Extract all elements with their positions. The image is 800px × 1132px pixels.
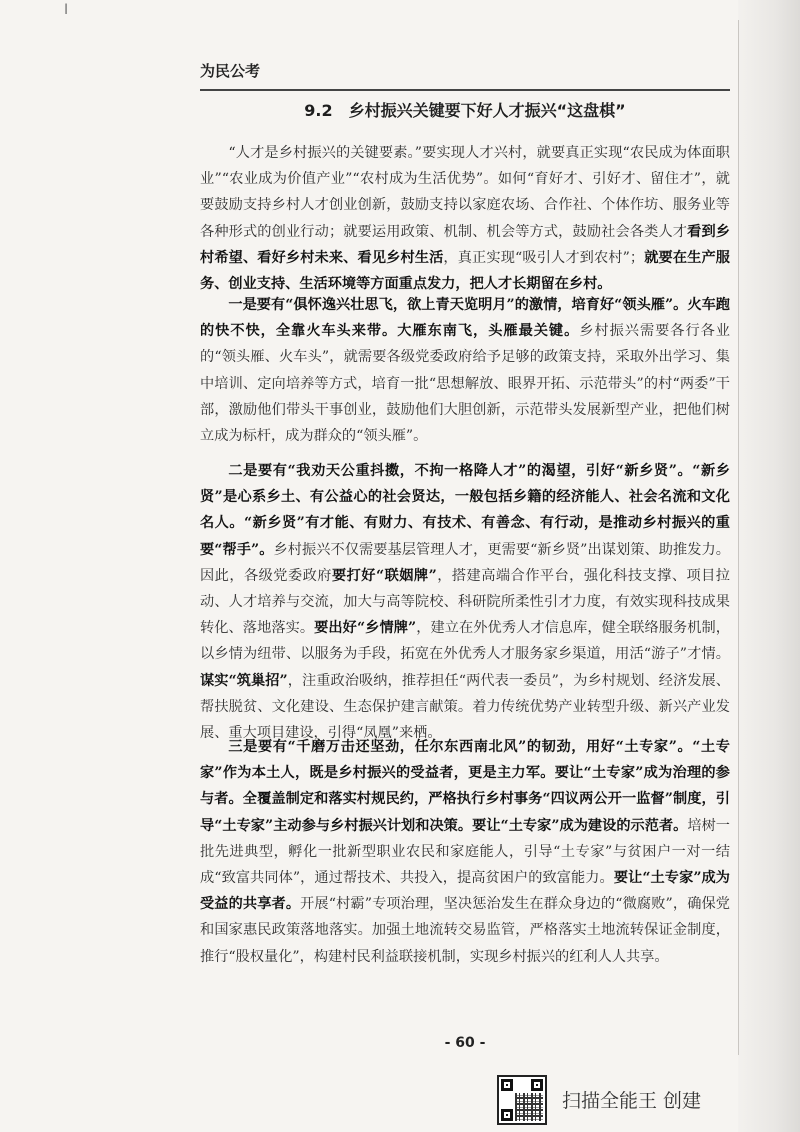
qr-finder-top-left — [501, 1079, 513, 1091]
p3-bold-4: 谋实“筑巢招” — [200, 672, 288, 689]
p3-text-3: ，建立在外优秀人才信息库，健全联络服务机制，以乡情为纽带、以服务为手段，拓宽在外优秀人才服务家乡渠道，用活“游子”才情。 — [200, 620, 730, 663]
paper-edge-shadow — [738, 0, 800, 1132]
p4-bold-3: 要让“土专家”成为建设的示范者。 — [472, 817, 688, 834]
tick-mark: I — [64, 2, 69, 18]
qr-finder-bottom-left — [501, 1109, 513, 1121]
p3-text-4: ，注重政治吸纳，推荐担任“两代表一委员”，为乡村规划、经济发展、帮扶脱贫、文化建设、生态保护建言献策。着力传统优势产业转型升级、新兴产业发展、重大项目建设，引得“凤凰”来栖。 — [200, 672, 730, 742]
p3-bold-2: 要打好“联姻牌” — [331, 567, 437, 584]
p3-bold-1: 二是要有“我劝天公重抖擞，不拘一格降人才”的渴望，引好“新乡贤”。“新乡贤”是心系乡土、有公益心的社会贤达，一般包括乡籍的经济能人、社会名流和文化名人。“新乡贤”有才能、有财力、有技术、有善念、有行动，是推动乡村振兴的重要“帮手”。 — [200, 463, 730, 558]
p3-text-1: 乡村振兴不仅需要基层管理人才，更需要“新乡贤”出谋划策、助推发力。因此，各级党委政府 — [200, 541, 730, 584]
page-number: - 60 - — [444, 1035, 486, 1051]
qr-code-icon — [497, 1075, 547, 1125]
p1-text-2: ，真正实现“吸引人才到农村”； — [443, 249, 645, 266]
header-title: 为民公考 — [200, 62, 261, 80]
paragraph-new-sages — [200, 458, 730, 746]
page-header — [200, 60, 730, 91]
p1-bold-2: 就要在生产服务、创业支持、生活环境等方面重点发力，把人才长期留在乡村。 — [200, 249, 730, 293]
p4-bold-4: 要让“土专家”成为受益的共享者。 — [200, 870, 730, 913]
paragraph-leaders — [200, 292, 730, 449]
p1-bold-1: 看到乡村希望、看好乡村未来、看见乡村生活 — [200, 223, 730, 266]
paragraph-intro — [200, 140, 730, 297]
p2-text-1: 乡村振兴需要各行各业的“领头雁、火车头”，就需要各级党委政府给予足够的政策支持，采取外出学习、集中培训、定向培养等方式，培育一批“思想解放、眼界开拓、示范带头”的村“两委”干部，激励他们带头干事创业，鼓励他们大胆创新，示范带头发展新型产业，把他们树立成为标杆，成为群众的“领头雁”。 — [200, 323, 730, 445]
section-title: 9.2 乡村振兴关键要下好人才振兴“这盘棋” — [304, 101, 626, 120]
qr-modules — [515, 1093, 543, 1121]
p2-bold-1: 一是要有“俱怀逸兴壮思飞，欲上青天览明月”的激情，培育好“领头雁”。火车跑的快不快，全靠火车头来带。大雁东南飞，头雁最关键。 — [200, 297, 730, 340]
p4-bold-2: 要让“土专家”成为治理的参与者。全覆盖制定和落实村规民约，严格执行乡村事务“四议两公开一监督”制度，引导“土专家”主动参与乡村振兴计划和决策。 — [200, 765, 730, 834]
p3-text-2: ，搭建高端合作平台，强化科技支撑、项目拉动、人才培养与交流，加大与高等院校、科研院所柔性引才力度，有效实现科技成果转化、落地落实。 — [200, 567, 730, 637]
qr-finder-top-right — [531, 1079, 543, 1091]
paragraph-local-experts — [200, 734, 730, 970]
page-fold-line — [738, 20, 739, 1055]
header-rule — [200, 89, 730, 91]
p4-text-2: 开展“村霸”专项治理，坚决惩治发生在群众身边的“微腐败”，确保党和国家惠民政策落地落实。加强土地流转交易监管，严格落实土地流转保证金制度，推行“股权量化”，构建村民利益联接机制，实现乡村振兴的红利人人共享。 — [200, 896, 730, 965]
p4-bold-1: 三是要有“千磨万击还坚劲，任尔东西南北风”的韧劲，用好“土专家”。“土专家”作为本土人，既是乡村振兴的受益者，更是主力军。 — [200, 739, 730, 782]
p3-bold-3: 要出好“乡情牌” — [314, 620, 417, 637]
p4-text-1: 培树一批先进典型，孵化一批新型职业农民和家庭能人，引导“土专家”与贫困户一对一结成“致富共同体”，通过帮技术、共投入，提高贫困户的致富能力。 — [200, 817, 730, 887]
scanner-watermark: 扫描全能王 创建 — [562, 1090, 702, 1112]
p1-text-1: “人才是乡村振兴的关键要素。”要实现人才兴村，就要真正实现“农民成为体面职业”“农业成为价值产业”“农村成为生活优势”。如何“育好才、引好才、留住才”，就要鼓励支持乡村人才创业创新，鼓励支持以家庭农场、合作社、个体作坊、服务业等各种形式的创业行动；就要运用政策、机制、机会等方式，鼓励社会各类人才 — [200, 145, 730, 240]
